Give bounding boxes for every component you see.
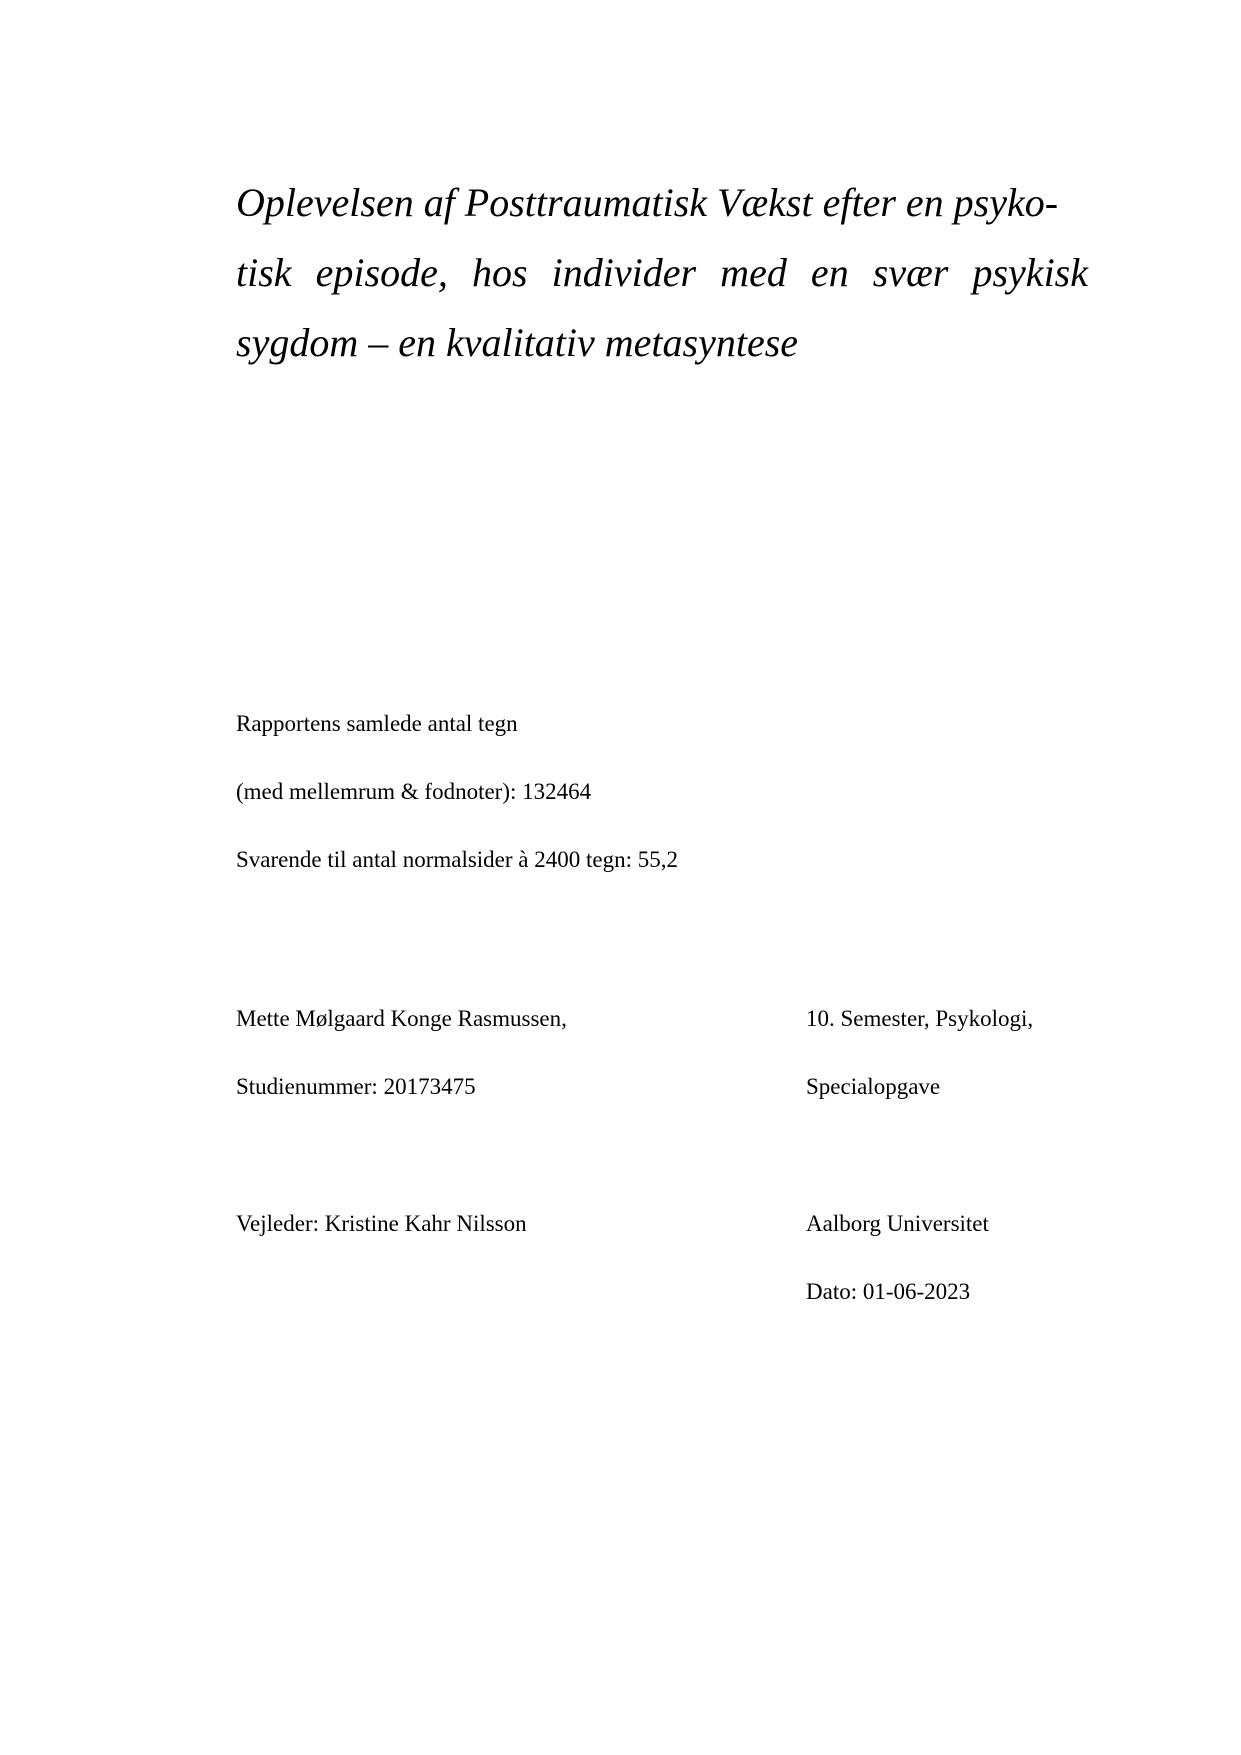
character-count-label: Rapportens samlede antal tegn <box>236 711 518 736</box>
normal-pages-count: Svarende til antal normalsider à 2400 tegn: 55,2 <box>236 847 678 872</box>
report-title <box>236 168 1088 378</box>
semester-info: 10. Semester, Psykologi, <box>806 1006 1034 1031</box>
submission-date: Dato: 01-06-2023 <box>806 1279 971 1304</box>
university-name: Aalborg Universitet <box>806 1211 989 1236</box>
report-title-line-3: sygdom – en kvalitativ metasyntese <box>236 320 799 365</box>
author-name: Mette Mølgaard Konge Rasmussen, <box>236 1006 567 1031</box>
assignment-type: Specialopgave <box>806 1074 941 1099</box>
character-count-value: (med mellemrum & fodnoter): 132464 <box>236 779 592 804</box>
student-number: Studienummer: 20173475 <box>236 1074 476 1099</box>
supervisor: Vejleder: Kristine Kahr Nilsson <box>236 1211 527 1236</box>
report-title-line-2: tisk episode, hos individer med en svær psykisk <box>236 250 1088 295</box>
report-title-line-1: Oplevelsen af Posttraumatisk Vækst efter en psyko- <box>236 180 1059 225</box>
